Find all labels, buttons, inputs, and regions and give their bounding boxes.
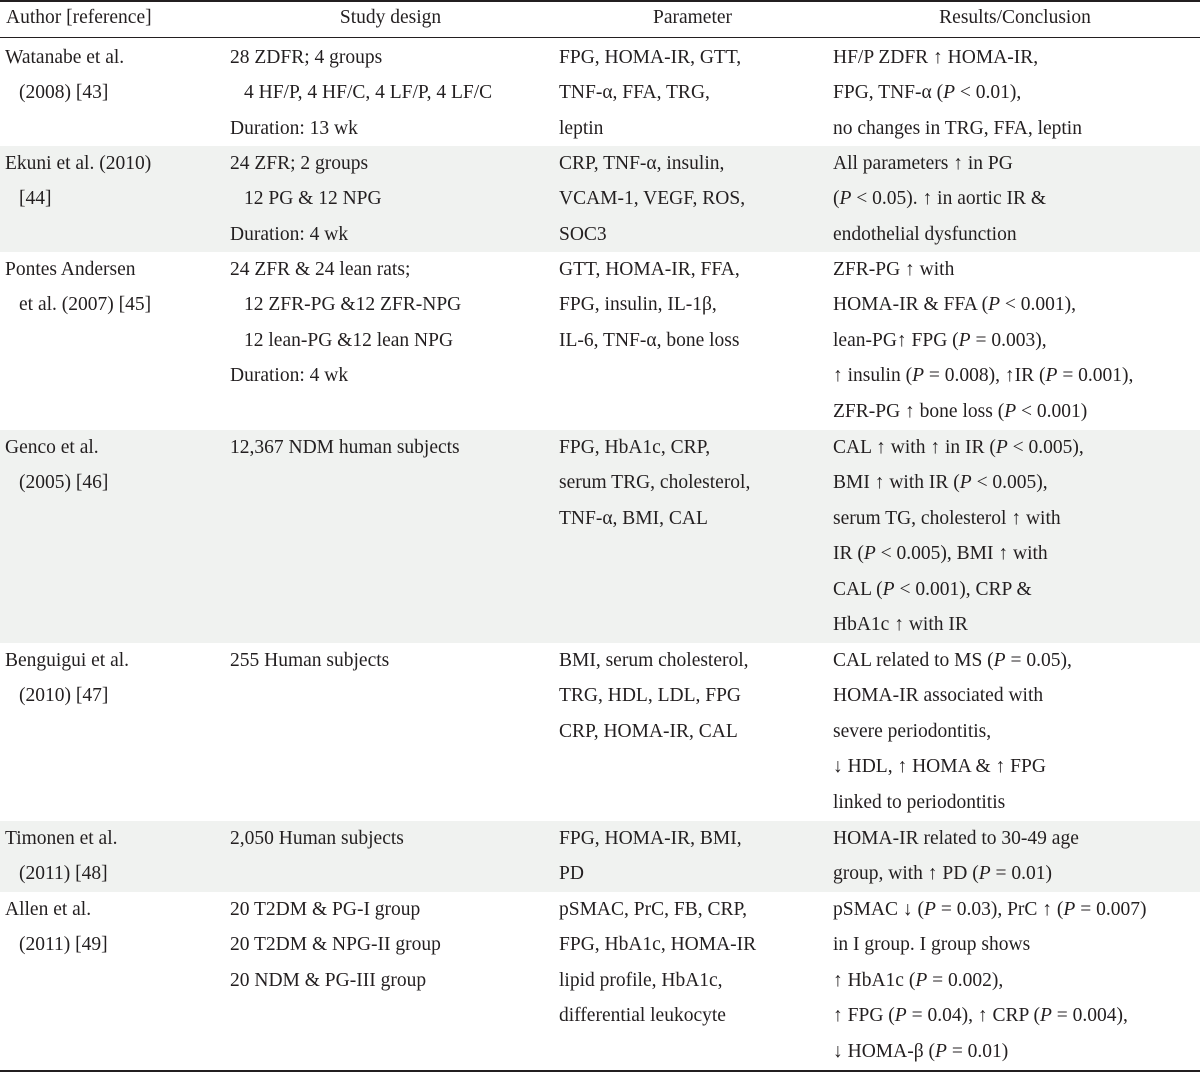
table-bottom-rule	[0, 1070, 1200, 1072]
cell-author: Allen et al. (2011) [49]	[5, 899, 108, 956]
table-row	[0, 643, 1200, 821]
cell-author: Pontes Andersen et al. (2007) [45]	[5, 259, 152, 316]
cell-results: pSMAC ↓ (P = 0.03), PrC ↑ (P = 0.007) in I group. I group shows ↑ HbA1c (P = 0.002), ↑ FPG (P = 0.04), ↑ CRP (P = 0.004), ↓ HOMA-β (P = 0.01)	[833, 899, 1147, 1062]
table-row	[0, 821, 1200, 892]
cell-study-design: 28 ZDFR; 4 groups 4 HF/P, 4 HF/C, 4 LF/P, 4 LF/C Duration: 13 wk	[230, 47, 493, 139]
table-header	[0, 0, 1200, 37]
cell-parameter: CRP, TNF-α, insulin, VCAM-1, VEGF, ROS, SOC3	[559, 153, 746, 245]
cell-results: ZFR-PG ↑ with HOMA-IR & FFA (P < 0.001), lean-PG↑ FPG (P = 0.003), ↑ insulin (P = 0.008), ↑IR (P = 0.001), ZFR-PG ↑ bone loss (P < 0.001)	[833, 259, 1134, 422]
cell-study-design: 24 ZFR; 2 groups 12 PG & 12 NPG Duration: 4 wk	[230, 153, 382, 245]
cell-results: CAL ↑ with ↑ in IR (P < 0.005), BMI ↑ with IR (P < 0.005), serum TG, cholesterol ↑ with IR (P < 0.005), BMI ↑ with CAL (P < 0.001), CRP & HbA1c ↑ with IR	[833, 437, 1084, 635]
cell-parameter: FPG, HbA1c, CRP, serum TRG, cholesterol, TNF-α, BMI, CAL	[559, 437, 751, 529]
cell-author: Watanabe et al. (2008) [43]	[5, 47, 125, 104]
cell-parameter: GTT, HOMA-IR, FFA, FPG, insulin, IL-1β, IL-6, TNF-α, bone loss	[559, 259, 740, 351]
cell-results: CAL related to MS (P = 0.05), HOMA-IR associated with severe periodontitis, ↓ HDL, ↑ HOMA & ↑ FPG linked to periodontitis	[833, 650, 1072, 813]
header-author: Author [reference]	[6, 7, 152, 28]
cell-results: All parameters ↑ in PG (P < 0.05). ↑ in aortic IR & endothelial dysfunction	[833, 153, 1047, 245]
header-study-design: Study design	[339, 7, 442, 28]
cell-results: HF/P ZDFR ↑ HOMA-IR, FPG, TNF-α (P < 0.01), no changes in TRG, FFA, leptin	[833, 47, 1082, 139]
cell-author: Timonen et al. (2011) [48]	[5, 828, 118, 885]
cell-results: HOMA-IR related to 30-49 age group, with ↑ PD (P = 0.01)	[833, 828, 1079, 885]
cell-parameter: FPG, HOMA-IR, GTT, TNF-α, FFA, TRG, leptin	[559, 47, 742, 139]
cell-author: Genco et al. (2005) [46]	[5, 437, 109, 494]
header-results: Results/Conclusion	[939, 7, 1091, 28]
cell-author: Ekuni et al. (2010) [44]	[5, 153, 152, 210]
table-header-rule	[0, 37, 1200, 38]
cell-parameter: FPG, HOMA-IR, BMI, PD	[559, 828, 742, 885]
cell-parameter: pSMAC, PrC, FB, CRP, FPG, HbA1c, HOMA-IR lipid profile, HbA1c, differential leukocyte	[559, 899, 757, 1027]
table-row	[0, 430, 1200, 643]
table-row	[0, 252, 1200, 430]
cell-study-design: 24 ZFR & 24 lean rats; 12 ZFR-PG &12 ZFR-NPG 12 lean-PG &12 lean NPG Duration: 4 wk	[230, 259, 462, 387]
header-parameter: Parameter	[652, 7, 733, 28]
table-row	[0, 892, 1200, 1070]
cell-author: Benguigui et al. (2010) [47]	[5, 650, 130, 707]
table-row	[0, 146, 1200, 252]
cell-study-design: 12,367 NDM human subjects	[230, 437, 460, 458]
cell-study-design: 2,050 Human subjects	[230, 828, 404, 849]
table-row	[0, 40, 1200, 146]
cell-study-design: 20 T2DM & PG-I group 20 T2DM & NPG-II group 20 NDM & PG-III group	[230, 899, 441, 991]
cell-study-design: 255 Human subjects	[230, 650, 390, 671]
cell-parameter: BMI, serum cholesterol, TRG, HDL, LDL, FPG CRP, HOMA-IR, CAL	[559, 650, 749, 742]
